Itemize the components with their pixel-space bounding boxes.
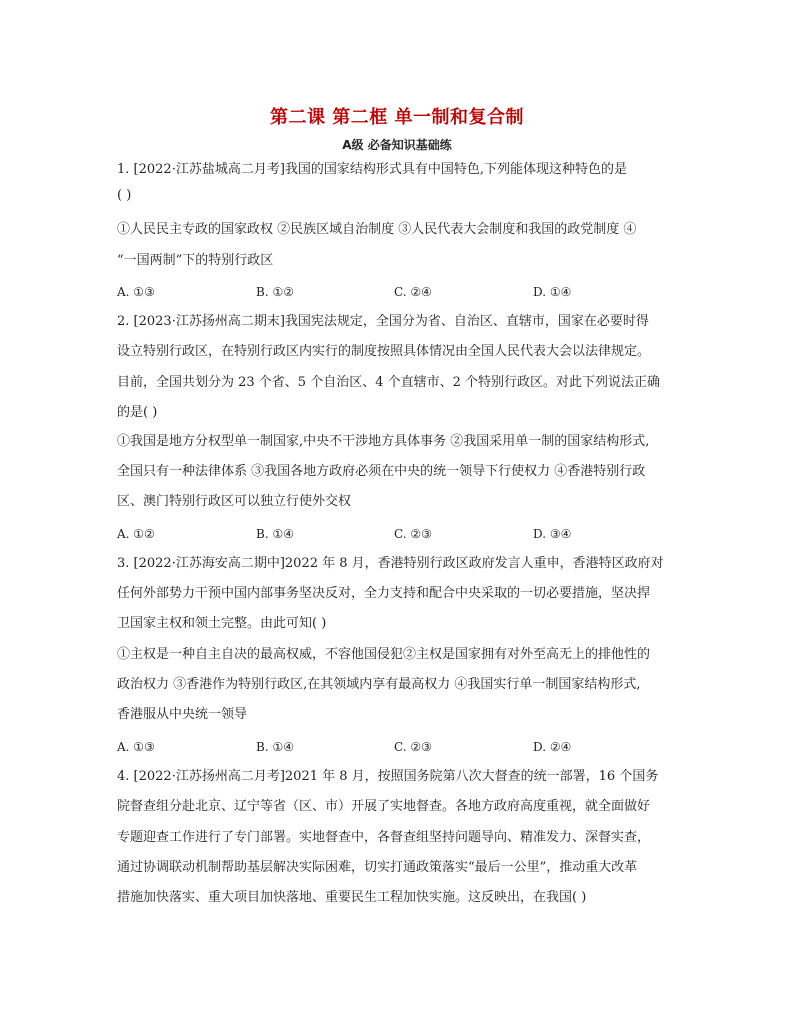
q4-line-1: 4. [2022·江苏扬州高二月考]2021 年 8 月，按照国务院第八次大督查的统一部署，16 个国务 — [117, 769, 659, 784]
q2-line-4: 的是( ) — [117, 405, 158, 420]
q3-line-2: 任何外部势力干预中国内部事务坚决反对，全力支持和配合中央采取的一切必要措施，坚决捍 — [117, 586, 651, 601]
section-heading: A级 必备知识基础练 — [342, 138, 452, 152]
q2-line-3: 目前，全国共划分为 23 个省、5 个自治区、4 个直辖市、2 个特别行政区。对此下列说法正确 — [117, 375, 661, 390]
q4-line-4: 通过协调联动机制帮助基层解决实际困难，切实打通政策落实“最后一公里”，推动重大改革 — [117, 860, 638, 875]
q2-line-6: 全国只有一种法律体系 ③我国各地方政府必须在中央的统一领导下行使权力 ④香港特别行政 — [117, 464, 646, 479]
q4-line-2: 院督查组分赴北京、辽宁等省（区、市）开展了实地督查。各地方政府高度重视，就全面做好 — [117, 799, 651, 814]
q3-line-4: ①主权是一种自主自决的最高权威，不容他国侵犯②主权是国家拥有对外至高无上的排他性的 — [117, 647, 651, 662]
option-a: A. ①② — [117, 527, 155, 541]
option-c: C. ②④ — [394, 285, 432, 299]
option-b: B. ①④ — [256, 740, 294, 754]
q2-options — [117, 524, 697, 544]
q4-line-3: 专题迎查工作进行了专门部署。实地督查中，各督查组坚持问题导向、精准发力、深督实查， — [117, 830, 651, 845]
option-d: D. ②④ — [533, 740, 572, 754]
option-a: A. ①③ — [117, 285, 155, 299]
q2-line-5: ①我国是地方分权型单一制国家,中央不干涉地方具体事务 ②我国采用单一制的国家结构形式, — [117, 434, 650, 449]
q2-line-1: 2. [2023·江苏扬州高二期末]我国宪法规定，全国分为省、自治区、直辖市，国家在必要时得 — [117, 314, 649, 329]
q1-options — [117, 282, 697, 302]
q2-line-2: 设立特别行政区，在特别行政区内实行的制度按照具体情况由全国人民代表大会以法律规定。 — [117, 344, 651, 359]
q1-line-1: 1. [2022·江苏盐城高二月考]我国的国家结构形式具有中国特色,下列能体现这种特色的是 — [117, 162, 628, 177]
q3-line-6: 香港服从中央统一领导 — [117, 707, 248, 722]
q3-line-5: 政治权力 ③香港作为特别行政区,在其领域内享有最高权力 ④我国实行单一制国家结构形式, — [117, 677, 641, 692]
q1-line-4: “一国两制”下的特别行政区 — [117, 253, 274, 268]
q2-line-7: 区、澳门特别行政区可以独立行使外交权 — [117, 494, 352, 509]
option-c: C. ②③ — [394, 527, 432, 541]
option-b: B. ①② — [256, 285, 294, 299]
option-d: D. ③④ — [533, 527, 572, 541]
option-a: A. ①③ — [117, 740, 155, 754]
option-b: B. ①④ — [256, 527, 294, 541]
q3-line-1: 3. [2022·江苏海安高二期中]2022 年 8 月，香港特别行政区政府发言人重申，香港特区政府对 — [117, 556, 664, 571]
q1-line-3: ①人民民主专政的国家政权 ②民族区域自治制度 ③人民代表大会制度和我国的政党制度 ④ — [117, 222, 637, 237]
q3-line-3: 卫国家主权和领土完整。由此可知( ) — [117, 616, 327, 631]
q4-line-5: 措施加快落实、重大项目加快落地、重要民生工程加快实施。这反映出，在我国( ) — [117, 890, 587, 905]
option-c: C. ②③ — [394, 740, 432, 754]
option-d: D. ①④ — [533, 285, 572, 299]
page-title: 第二课 第二框 单一制和复合制 — [269, 107, 525, 128]
q1-line-2: ( ) — [117, 188, 132, 203]
q3-options — [117, 737, 697, 757]
